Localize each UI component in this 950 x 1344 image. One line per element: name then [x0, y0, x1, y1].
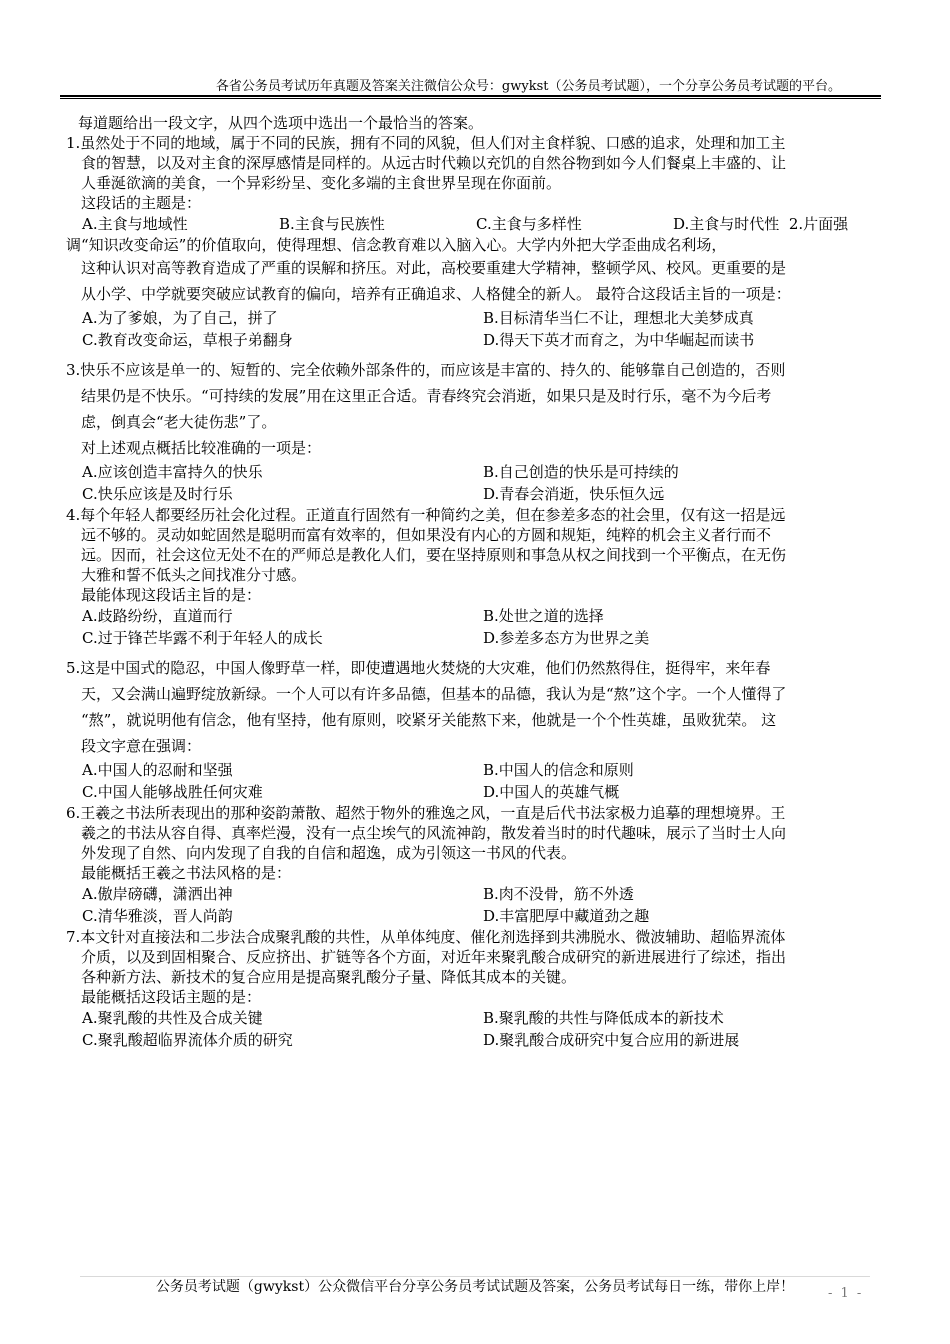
question-prompt: 最能体现这段话主旨的是：: [81, 586, 262, 604]
question-1: [66, 133, 874, 235]
answer-options: [66, 883, 874, 927]
question-7: [66, 927, 874, 1051]
question-text: 从小学、中学就要突破应试教育的偏向，培养有正确追求、人格健全的新人。 最符合这段话主旨的一项是：: [81, 285, 791, 303]
question-4: [66, 505, 874, 649]
question-text: 介质，以及到固相聚合、反应挤出、扩链等各个方面，对近年来聚乳酸合成研究的新进展进行了综述，指出: [81, 948, 787, 966]
header-divider-thin: [60, 98, 881, 99]
question-prompt: 最能概括这段话主题的是：: [81, 988, 262, 1006]
option-d: D.主食与时代性: [673, 215, 780, 233]
page-number: - 1 -: [828, 1286, 864, 1301]
question-text: 虑，倒真会“老大徒伤悲”了。: [81, 413, 277, 431]
question-6: [66, 803, 874, 927]
instructions: 每道题给出一段文字，从四个选项中选出一个最恰当的答案。: [78, 114, 484, 132]
question-text: 各种新方法、新技术的复合应用是提高聚乳酸分子量、降低其成本的关键。: [81, 968, 577, 986]
option-a: A.聚乳酸的共性及合成关键: [82, 1009, 263, 1027]
question-text: 5.这是中国式的隐忍，中国人像野草一样，即使遭遇地火焚烧的大灾难，他们仍然熬得住，挺得牢，来年春: [66, 659, 771, 677]
question-text: 这种认识对高等教育造成了严重的误解和挤压。对此，高校要重建大学精神，整顿学风、校风。更重要的是: [81, 259, 787, 277]
header-divider: [60, 95, 881, 97]
question-2: [66, 235, 874, 351]
question-text: “熬”，就说明他有信念，他有坚持，他有原则，咬紧牙关能熬下来，他就是一个个性英雄，虽败犹荣。 这: [81, 711, 777, 729]
option-a: A.为了爹娘，为了自己，拼了: [82, 309, 278, 327]
page-header: 各省公务员考试历年真题及答案关注微信公众号：gwykst（公务员考试题），一个分享公务员考试题的平台。: [215, 79, 841, 94]
option-d: D.参差多态方为世界之美: [483, 629, 650, 647]
answer-options: [66, 759, 874, 803]
option-c: C.快乐应该是及时行乐: [82, 485, 233, 503]
option-d: D.丰富肥厚中藏道劲之趣: [483, 907, 650, 925]
question-text: 3.快乐不应该是单一的、短暂的、完全依赖外部条件的，而应该是丰富的、持久的、能够靠自己创造的，否则: [66, 361, 786, 379]
question-text: 6.王羲之书法所表现出的那种姿韵萧散、超然于物外的雅逸之风，一直是后代书法家极力追摹的理想境界。王: [66, 804, 786, 822]
question-5: [66, 655, 874, 803]
question-text: 结果仍是不快乐。“可持续的发展”用在这里正合适。青春终究会消逝，如果只是及时行乐，毫不为今后考: [81, 387, 772, 405]
question-prompt: 这段话的主题是：: [81, 194, 202, 212]
question-text: 远不够的。灵动如蛇固然是聪明而富有效率的，但如果没有内心的方圆和规矩，纯粹的机会主义者行而不: [81, 526, 772, 544]
option-a: A.主食与地域性: [82, 215, 188, 233]
option-d: D.中国人的英雄气概: [483, 783, 620, 801]
question-text: 4.每个年轻人都要经历社会化过程。正道直行固然有一种简约之美，但在参差多态的社会里，仅有这一招是远: [66, 506, 786, 524]
question-text: 1.虽然处于不同的地域，属于不同的民族，拥有不同的风貌，但人们对主食样貌、口感的追求，处理和加工主: [66, 134, 786, 152]
answer-options: [66, 213, 874, 235]
option-a: A.歧路纷纷，直道而行: [82, 607, 233, 625]
question-text: 调“知识改变命运”的价值取向，使得理想、信念教育难以入脑入心。大学内外把大学歪曲成名利场，: [66, 236, 727, 254]
answer-options: [66, 307, 874, 351]
question-text: 天，又会满山遍野绽放新绿。一个人可以有许多品德，但基本的品德，我认为是“熬”这个字。一个人懂得了: [81, 685, 787, 703]
option-b: B.中国人的信念和原则: [483, 761, 634, 779]
question-prompt: 段文字意在强调：: [81, 737, 202, 755]
option-b: B.自己创造的快乐是可持续的: [483, 463, 679, 481]
question-prompt: 对上述观点概括比较准确的一项是：: [81, 439, 322, 457]
question-text: 外发现了自然、向内发现了自我的自信和超逸，成为引领这一书风的代表。: [81, 844, 577, 862]
option-c: C.聚乳酸超临界流体介质的研究: [82, 1031, 293, 1049]
option-a: A.傲岸磅礴，潇洒出神: [82, 885, 233, 903]
option-c: C.中国人能够战胜任何灾难: [82, 783, 263, 801]
option-a: A.应该创造丰富持久的快乐: [82, 463, 263, 481]
page-footer: 公务员考试题（gwykst）公众微信平台分享公务员考试试题及答案，公务员考试每日一练，带你上岸！: [155, 1279, 795, 1295]
answer-options: [66, 605, 874, 649]
question-text: 食的智慧，以及对主食的深厚感情是同样的。从远古时代赖以充饥的自然谷物到如今人们餐桌上丰盛的、让: [81, 154, 787, 172]
question-text: 7.本文针对直接法和二步法合成聚乳酸的共性，从单体纯度、催化剂选择到共沸脱水、微波辅助、超临界流体: [66, 928, 786, 946]
question-prompt: 最能概括王羲之书法风格的是：: [81, 864, 292, 882]
question-content: [66, 113, 874, 1051]
option-b: B.聚乳酸的共性与降低成本的新技术: [483, 1009, 724, 1027]
answer-options: [66, 1007, 874, 1051]
option-c: C.教育改变命运，草根子弟翻身: [82, 331, 293, 349]
question-text: 羲之的书法从容自得、真率烂漫，没有一点尘埃气的风流神韵，散发着当时的时代趣味，展示了当时士人向: [81, 824, 787, 842]
option-d: D.聚乳酸合成研究中复合应用的新进展: [483, 1031, 740, 1049]
option-a: A.中国人的忍耐和坚强: [82, 761, 233, 779]
option-c: C.过于锋芒毕露不利于年轻人的成长: [82, 629, 323, 647]
question-text: 远。因而，社会这位无处不在的严师总是教化人们，要在坚持原则和事急从权之间找到一个平衡点，在无伤: [81, 546, 787, 564]
option-b: B.处世之道的选择: [483, 607, 604, 625]
option-b: B.目标清华当仁不让，理想北大美梦成真: [483, 309, 754, 327]
question-2-start: 2.片面强: [788, 215, 849, 233]
option-c: C.主食与多样性: [476, 215, 582, 233]
question-text: 人垂涎欲滴的美食，一个异彩纷呈、变化多端的主食世界呈现在你面前。: [81, 174, 562, 192]
answer-options: [66, 461, 874, 505]
question-3: [66, 357, 874, 505]
option-c: C.清华雅淡，晋人尚韵: [82, 907, 233, 925]
option-b: B.主食与民族性: [279, 215, 385, 233]
question-text: 大雅和誓不低头之间找准分寸感。: [81, 566, 307, 584]
option-b: B.肉不没骨，筋不外透: [483, 885, 634, 903]
option-d: D.得天下英才而育之，为中华崛起而读书: [483, 331, 755, 349]
option-d: D.青春会消逝，快乐恒久远: [483, 485, 665, 503]
